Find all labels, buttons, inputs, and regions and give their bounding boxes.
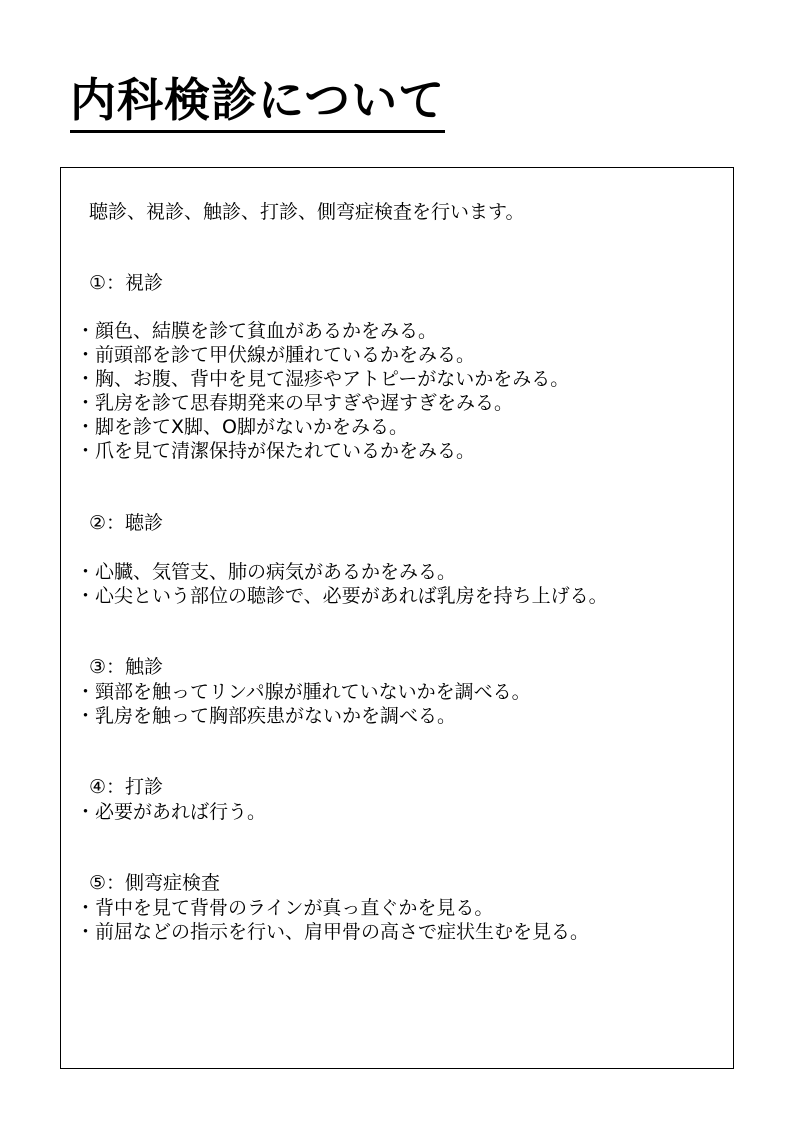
section-list-palpation — [76, 680, 531, 728]
section-list-percussion — [76, 800, 266, 824]
section-heading-inspection: ①：視診 — [89, 272, 164, 294]
list-item: ・心尖という部位の聴診で、必要があれば乳房を持ち上げる。 — [76, 585, 608, 607]
list-item: ・顔色、結膜を診て貧血があるかをみる。 — [76, 320, 438, 342]
section-heading-percussion: ④：打診 — [89, 776, 164, 798]
section-list-auscultation — [76, 560, 608, 608]
section-heading-scoliosis: ⑤：側弯症検査 — [89, 872, 221, 894]
list-item: ・乳房を診て思春期発来の早すぎや遅すぎをみる。 — [76, 392, 514, 414]
list-item: ・心臓、気管支、肺の病気があるかをみる。 — [76, 561, 457, 583]
list-item: ・前頭部を診て甲伏線が腫れているかをみる。 — [76, 344, 476, 366]
page-title: 内科検診について — [70, 70, 445, 133]
list-item: ・前屈などの指示を行い、肩甲骨の高さで症状生むを見る。 — [76, 921, 590, 943]
section-heading-auscultation: ②：聴診 — [89, 512, 164, 534]
section-list-inspection — [76, 319, 569, 463]
list-item: ・胸、お腹、背中を見て湿疹やアトピーがないかをみる。 — [76, 368, 570, 390]
list-item: ・背中を見て背骨のラインが真っ直ぐかを見る。 — [76, 897, 494, 919]
list-item: ・脚を診てX脚、O脚がないかをみる。 — [76, 416, 408, 438]
intro-text: 聴診、視診、触診、打診、側弯症検査を行います。 — [89, 201, 525, 223]
list-item: ・乳房を触って胸部疾患がないかを調べる。 — [76, 705, 457, 727]
list-item: ・必要があれば行う。 — [76, 801, 267, 823]
list-item: ・頸部を触ってリンパ腺が腫れていないかを調べる。 — [76, 681, 531, 703]
section-list-scoliosis — [76, 896, 589, 944]
section-heading-palpation: ③：触診 — [89, 656, 164, 678]
list-item: ・爪を見て清潔保持が保たれているかをみる。 — [76, 440, 476, 462]
